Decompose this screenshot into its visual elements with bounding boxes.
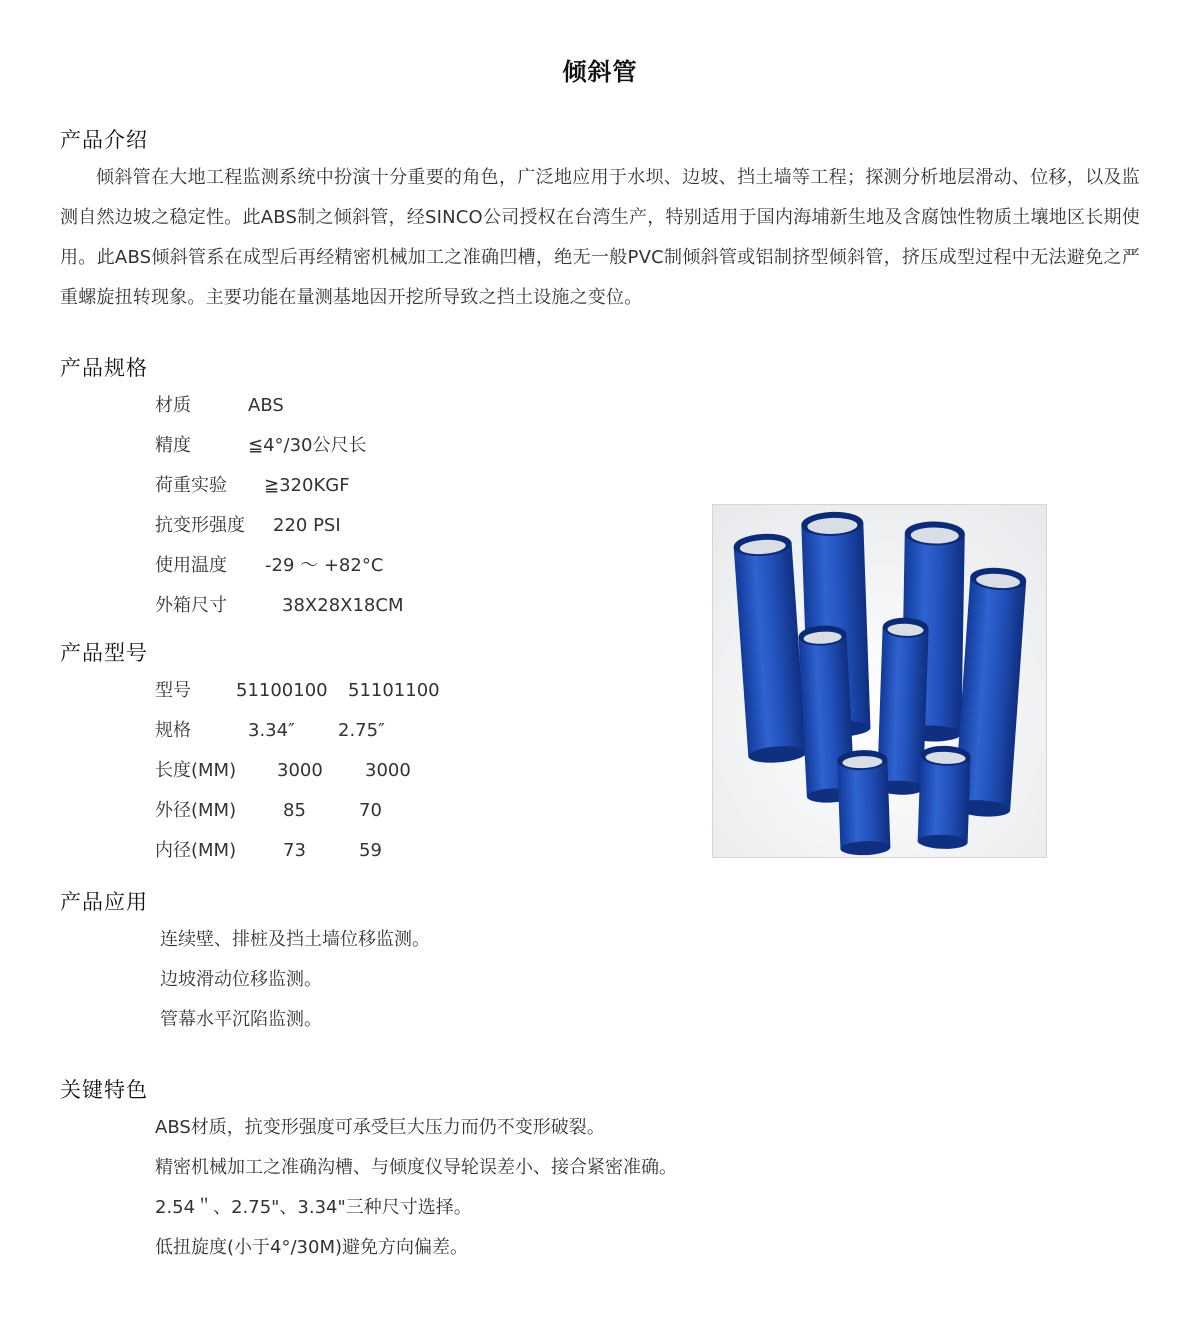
spec-value: ≦4°/30公尺长 [248, 435, 367, 456]
model-value-b: 70 [359, 800, 382, 821]
model-label: 外径(MM) [155, 800, 237, 821]
spec-value: -29 ～ +82°C [265, 555, 384, 576]
blue-inclinometer-casings-photo-icon [713, 505, 1046, 857]
spec-label: 精度 [155, 435, 191, 456]
application-item: 边坡滑动位移监测。 [160, 969, 322, 990]
model-value-b: 2.75″ [338, 720, 385, 741]
feature-item: ABS材质，抗变形强度可承受巨大压力而仍不变形破裂。 [155, 1117, 605, 1138]
model-value-b: 3000 [365, 760, 411, 781]
feature-item: 低扭旋度(小于4°/30M)避免方向偏差。 [155, 1237, 468, 1258]
spec-row [155, 426, 555, 466]
spec-row [155, 466, 555, 506]
spec-row [155, 586, 555, 626]
intro-paragraph: 倾斜管在大地工程监测系统中扮演十分重要的角色，广泛地应用于水坝、边坡、挡土墙等工程；探测分析地层滑动、位移，以及监测自然边坡之稳定性。此ABS制之倾斜管，经SINCO公司授权在台湾生产，特别适用于国内海埔新生地及含腐蚀性物质土壤地区长期使用。此ABS倾斜管系在成型后再经精密机械加工之准确凹槽，绝无一般PVC制倾斜管或铝制挤型倾斜管，挤压成型过程中无法避免之严重螺旋扭转现象。主要功能在量测基地因开挖所导致之挡土设施之变位。 [60, 167, 1140, 308]
model-row [155, 671, 575, 711]
spec-value: 220 PSI [273, 515, 341, 536]
spec-label: 外箱尺寸 [155, 595, 227, 616]
spec-value: ABS [248, 395, 284, 416]
model-value-a: 3000 [277, 760, 323, 781]
intro-heading: 产品介绍 [60, 128, 148, 152]
spec-label: 抗变形强度 [155, 515, 245, 536]
model-value-b: 59 [359, 840, 382, 861]
model-label: 型号 [155, 680, 191, 701]
model-label: 内径(MM) [155, 840, 237, 861]
model-value-a: 85 [283, 800, 306, 821]
spec-row [155, 546, 555, 586]
specs-heading: 产品规格 [60, 356, 148, 380]
feature-item: 精密机械加工之准确沟槽、与倾度仪导轮误差小、接合紧密准确。 [155, 1157, 677, 1178]
models-heading: 产品型号 [60, 641, 148, 665]
product-photo [712, 504, 1047, 858]
model-value-a: 51100100 [236, 680, 328, 701]
spec-value: 38X28X18CM [282, 595, 404, 616]
spec-label: 使用温度 [155, 555, 227, 576]
model-value-a: 73 [283, 840, 306, 861]
spec-value: ≧320KGF [264, 475, 350, 496]
model-label: 规格 [155, 720, 191, 741]
spec-row [155, 506, 555, 546]
spec-label: 荷重实验 [155, 475, 227, 496]
model-value-a: 3.34″ [248, 720, 295, 741]
spec-label: 材质 [155, 395, 191, 416]
model-label: 长度(MM) [155, 760, 237, 781]
model-row [155, 711, 575, 751]
application-item: 管幕水平沉陷监测。 [160, 1009, 322, 1030]
model-row [155, 831, 575, 871]
page-title: 倾斜管 [562, 58, 638, 86]
model-row [155, 791, 575, 831]
spec-row [155, 386, 555, 426]
application-item: 连续壁、排桩及挡土墙位移监测。 [160, 929, 430, 950]
model-row [155, 751, 575, 791]
model-value-b: 51101100 [348, 680, 440, 701]
features-heading: 关键特色 [60, 1078, 148, 1102]
applications-heading: 产品应用 [60, 890, 148, 914]
feature-item: 2.54＂、2.75"、3.34"三种尺寸选择。 [155, 1197, 472, 1218]
